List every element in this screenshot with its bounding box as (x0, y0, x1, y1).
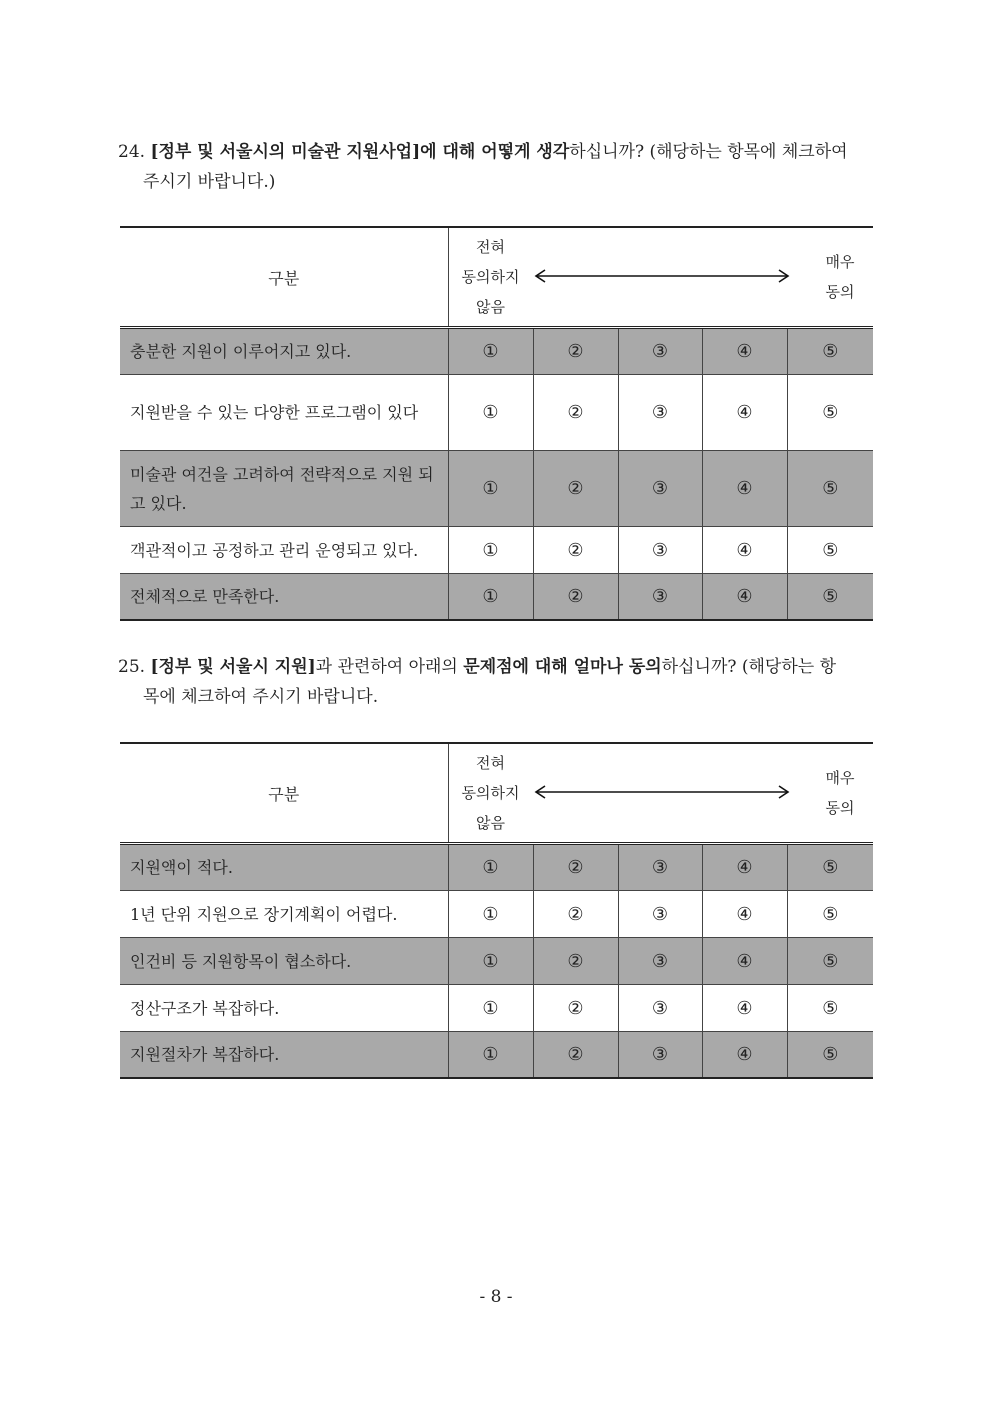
option-1[interactable]: ① (448, 328, 533, 375)
option-4[interactable]: ④ (702, 574, 787, 620)
table-row (120, 375, 873, 451)
row-label: 지원받을 수 있는 다양한 프로그램이 있다 (120, 375, 448, 451)
option-5[interactable]: ⑤ (787, 938, 873, 985)
option-5[interactable]: ⑤ (787, 1032, 873, 1078)
question-bold-text-2: 문제점에 대해 얼마나 동의 (463, 657, 662, 677)
table-row (120, 328, 873, 375)
option-2[interactable]: ② (533, 574, 618, 620)
option-3[interactable]: ③ (618, 844, 702, 891)
question-number: 25. (118, 657, 146, 677)
table-row (120, 891, 873, 938)
option-3[interactable]: ③ (618, 451, 702, 527)
row-label: 1년 단위 지원으로 장기계획이 어렵다. (120, 891, 448, 938)
option-5[interactable]: ⑤ (787, 328, 873, 375)
table-header-row (120, 743, 873, 844)
option-5[interactable]: ⑤ (787, 527, 873, 574)
scale-right-label: 매우 동의 (825, 253, 855, 301)
table-row (120, 844, 873, 891)
row-label: 전체적으로 만족한다. (120, 574, 448, 620)
question-text-line2: 주시기 바랍니다.) (143, 172, 276, 192)
option-1[interactable]: ① (448, 985, 533, 1032)
option-5[interactable]: ⑤ (787, 891, 873, 938)
question-text-rest: 하십니까? (해당하는 항 (661, 657, 837, 677)
option-2[interactable]: ② (533, 938, 618, 985)
option-1[interactable]: ① (448, 844, 533, 891)
row-label: 인건비 등 지원항목이 협소하다. (120, 938, 448, 985)
option-5[interactable]: ⑤ (787, 574, 873, 620)
option-3[interactable]: ③ (618, 1032, 702, 1078)
category-header: 구분 (120, 743, 448, 844)
row-label: 충분한 지원이 이루어지고 있다. (120, 328, 448, 375)
table-row (120, 527, 873, 574)
option-1[interactable]: ① (448, 527, 533, 574)
option-3[interactable]: ③ (618, 375, 702, 451)
question-number: 24. (118, 142, 146, 162)
row-label: 지원액이 적다. (120, 844, 448, 891)
option-2[interactable]: ② (533, 844, 618, 891)
table-row (120, 574, 873, 620)
option-4[interactable]: ④ (702, 1032, 787, 1078)
option-1[interactable]: ① (448, 574, 533, 620)
option-5[interactable]: ⑤ (787, 985, 873, 1032)
option-4[interactable]: ④ (702, 985, 787, 1032)
option-5[interactable]: ⑤ (787, 844, 873, 891)
scale-header (448, 743, 873, 844)
option-2[interactable]: ② (533, 1032, 618, 1078)
survey-table-25 (120, 742, 873, 1079)
option-5[interactable]: ⑤ (787, 375, 873, 451)
option-4[interactable]: ④ (702, 451, 787, 527)
option-1[interactable]: ① (448, 451, 533, 527)
option-2[interactable]: ② (533, 328, 618, 375)
option-3[interactable]: ③ (618, 985, 702, 1032)
option-1[interactable]: ① (448, 891, 533, 938)
scale-left-label: 전혀 동의하지 않음 (461, 238, 520, 316)
survey-table-24 (120, 226, 873, 621)
scale-right-label: 매우 동의 (825, 769, 855, 817)
option-2[interactable]: ② (533, 527, 618, 574)
option-4[interactable]: ④ (702, 328, 787, 375)
option-4[interactable]: ④ (702, 375, 787, 451)
table-row (120, 1032, 873, 1078)
option-3[interactable]: ③ (618, 574, 702, 620)
row-label: 지원절차가 복잡하다. (120, 1032, 448, 1078)
option-1[interactable]: ① (448, 938, 533, 985)
scale-header (448, 227, 873, 328)
option-2[interactable]: ② (533, 451, 618, 527)
option-3[interactable]: ③ (618, 891, 702, 938)
question-25 (118, 652, 873, 712)
option-2[interactable]: ② (533, 375, 618, 451)
double-arrow-icon (533, 784, 791, 800)
table-row (120, 985, 873, 1032)
row-label: 미술관 여건을 고려하여 전략적으로 지원 되고 있다. (120, 451, 448, 527)
option-3[interactable]: ③ (618, 328, 702, 375)
option-5[interactable]: ⑤ (787, 451, 873, 527)
question-text: 하십니까? (해당하는 항목에 체크하여 (569, 142, 848, 162)
category-header: 구분 (120, 227, 448, 328)
question-bold-text: [정부 및 서울시의 미술관 지원사업]에 대해 어떻게 생각 (150, 142, 570, 162)
option-4[interactable]: ④ (702, 938, 787, 985)
option-4[interactable]: ④ (702, 891, 787, 938)
option-4[interactable]: ④ (702, 527, 787, 574)
row-label: 정산구조가 복잡하다. (120, 985, 448, 1032)
table-row (120, 938, 873, 985)
option-2[interactable]: ② (533, 985, 618, 1032)
option-4[interactable]: ④ (702, 844, 787, 891)
option-2[interactable]: ② (533, 891, 618, 938)
question-text: 과 관련하여 아래의 (315, 657, 464, 677)
option-1[interactable]: ① (448, 1032, 533, 1078)
table-row (120, 451, 873, 527)
row-label: 객관적이고 공정하고 관리 운영되고 있다. (120, 527, 448, 574)
option-3[interactable]: ③ (618, 938, 702, 985)
question-text-line2: 목에 체크하여 주시기 바랍니다. (143, 687, 379, 707)
page-number: - 8 - (479, 1287, 513, 1307)
double-arrow-icon (533, 268, 791, 284)
question-24 (118, 137, 873, 197)
option-3[interactable]: ③ (618, 527, 702, 574)
scale-left-label: 전혀 동의하지 않음 (461, 754, 520, 832)
option-1[interactable]: ① (448, 375, 533, 451)
question-bold-text: [정부 및 서울시 지원] (150, 657, 316, 677)
table-header-row (120, 227, 873, 328)
